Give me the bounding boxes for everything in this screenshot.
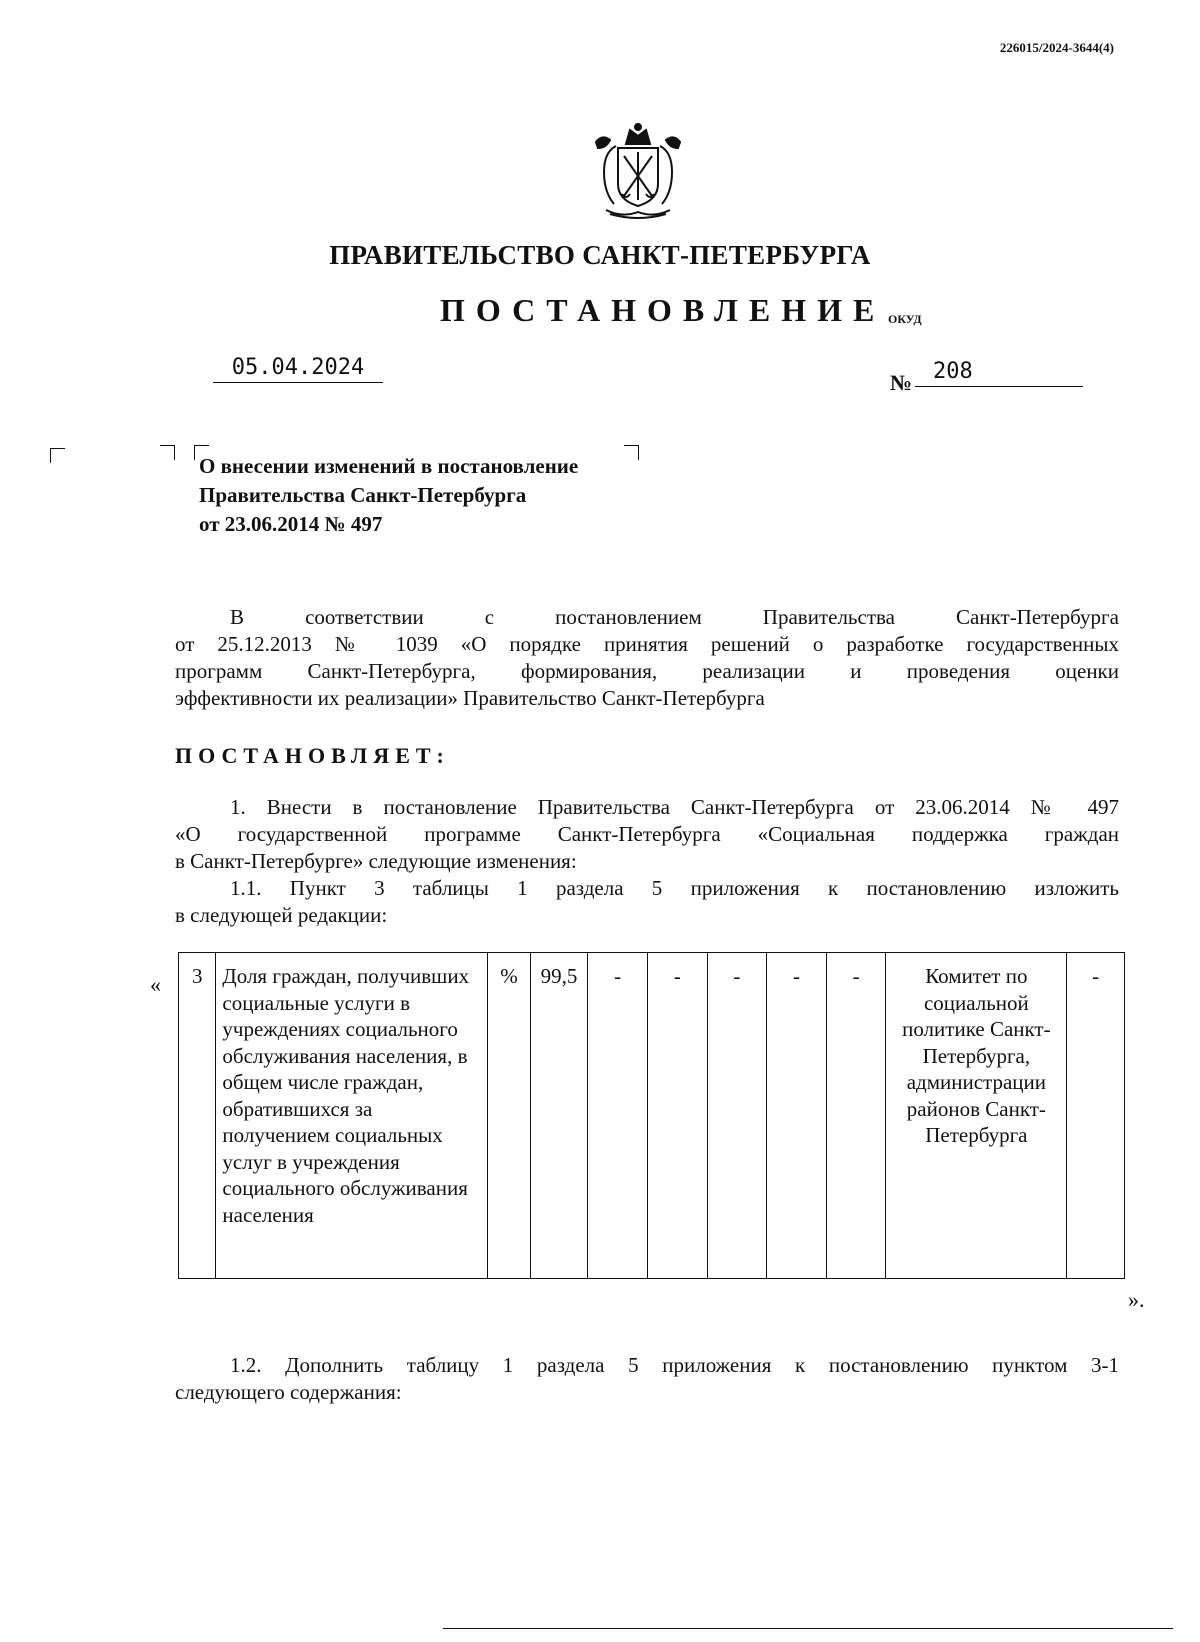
preamble-line: программ Санкт-Петербурга, формирования, реализации и проведения оценки xyxy=(175,659,1119,683)
cell-year-4: - xyxy=(767,953,827,1279)
cell-year-5: - xyxy=(826,953,886,1279)
amended-table-row xyxy=(178,952,1125,1279)
table-quote-open: « xyxy=(150,972,161,997)
preamble-line: эффективности их реализации» Правительство Санкт-Петербурга xyxy=(175,686,765,710)
cell-value: 99,5 xyxy=(530,953,588,1279)
item-1-line: «О государственной программе Санкт-Петербурга «Социальная поддержка граждан xyxy=(175,822,1119,846)
item-1-2-line: следующего содержания: xyxy=(175,1380,402,1404)
subject-line: Правительства Санкт-Петербурга xyxy=(199,483,527,507)
subject-line: от 23.06.2014 № 497 xyxy=(199,512,383,536)
document-type-title: ПОСТАНОВЛЕНИЕ xyxy=(440,292,886,328)
preamble-line: В соответствии с постановлением Правительства Санкт-Петербурга xyxy=(230,605,1119,629)
cell-number: 3 xyxy=(179,953,216,1279)
okud-label: ОКУД xyxy=(888,312,922,326)
subject-line: О внесении изменений в постановление xyxy=(199,454,579,478)
table-quote-close: ». xyxy=(1128,1287,1145,1312)
item-1-line: 1. Внести в постановление Правительства Санкт-Петербурга от 23.06.2014 № 497 xyxy=(230,795,1119,819)
cell-unit: % xyxy=(488,953,530,1279)
decree-number: 208 xyxy=(915,359,1083,387)
table-row xyxy=(179,953,1125,1279)
coat-of-arms-icon xyxy=(586,122,690,222)
number-label: № xyxy=(890,370,913,395)
subject-corner-top-left-a xyxy=(160,445,175,460)
bottom-divider xyxy=(443,1628,1173,1629)
cell-year-2: - xyxy=(647,953,707,1279)
cell-last: - xyxy=(1067,953,1125,1279)
document-registration-number: 226015/2024-3644(4) xyxy=(999,40,1114,55)
cell-year-3: - xyxy=(707,953,767,1279)
preamble-line: от 25.12.2013 № 1039 «О порядке принятия решений о разработке государственных xyxy=(175,632,1119,656)
item-1-line: в Санкт-Петербурге» следующие изменения: xyxy=(175,849,577,873)
decree-subject xyxy=(199,452,578,539)
item-1-2-line: 1.2. Дополнить таблицу 1 раздела 5 приложения к постановлению пунктом 3-1 xyxy=(230,1353,1119,1377)
cell-indicator: Доля граждан, получивших социальные услуги в учреждениях социального обслуживания населения, в общем числе граждан, обратившихся за получением социальных услуг в учреждения социального обслуживания населения xyxy=(216,953,488,1279)
preamble xyxy=(175,604,1119,712)
item-1-1-line: в следующей редакции: xyxy=(175,903,388,927)
resolves-heading: ПОСТАНОВЛЯЕТ: xyxy=(175,743,450,768)
government-name: ПРАВИТЕЛЬСТВО САНКТ-ПЕТЕРБУРГА xyxy=(329,240,871,270)
item-1 xyxy=(175,794,1119,929)
left-margin-corner xyxy=(50,448,65,463)
cell-responsible: Комитет по социальной политике Санкт-Петербурга, администрации районов Санкт-Петербурга xyxy=(886,953,1067,1279)
subject-corner-top-right xyxy=(624,445,639,460)
item-1-2 xyxy=(175,1352,1119,1406)
item-1-1-line: 1.1. Пункт 3 таблицы 1 раздела 5 приложения к постановлению изложить xyxy=(230,876,1119,900)
decree-date: 05.04.2024 xyxy=(213,355,383,383)
cell-year-1: - xyxy=(588,953,648,1279)
